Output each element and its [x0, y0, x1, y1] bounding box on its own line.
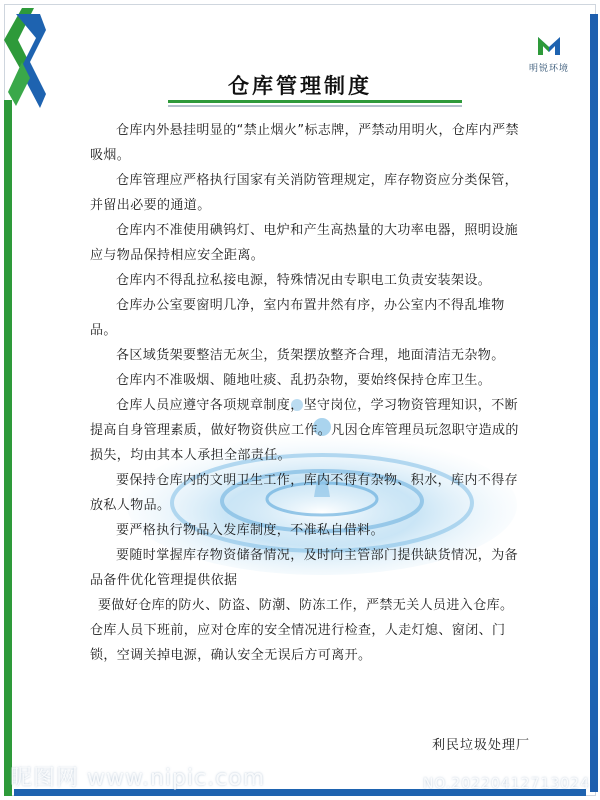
- regulation-paragraph: 要严格执行物品入发库制度，不准私自借料。: [116, 523, 385, 538]
- issuer-signature: 利民垃圾处理厂: [431, 738, 530, 753]
- watermark-site-text: 昵图网 www.nipic.com: [10, 766, 266, 791]
- regulation-paragraph: 各区域货架要整洁无灰尘，货架摆放整齐合理，地面清洁无杂物。: [116, 348, 505, 363]
- regulation-paragraph: 要做好仓库的防火、防盗、防潮、防冻工作，严禁无关人员进入仓库。: [98, 598, 514, 613]
- regulation-paragraph: 仓库管理应严格执行国家有关消防管理规定，库存物资应分类保管，并留出必要的通道。: [90, 173, 519, 213]
- page-title: 仓库管理制度: [228, 74, 372, 98]
- logo-caption: 明锐环境: [528, 64, 569, 74]
- regulation-paragraph: 仓库人员应遵守各项规章制度，坚守岗位，学习物资管理知识，不断提高自身管理素质，做好物资供应工作。凡因仓库管理员玩忽职守造成的损失，均由其本人承担全部责任。: [90, 398, 519, 463]
- title-underline: [168, 100, 462, 108]
- regulation-paragraph: 仓库内不准吸烟、随地吐痰、乱扔杂物，要始终保持仓库卫生。: [116, 373, 492, 388]
- regulation-paragraph: 要保持仓库内的文明卫生工作，库内不得有杂物、积水，库内不得存放私人物品。: [90, 473, 519, 513]
- regulation-paragraph: 仓库内外悬挂明显的“禁止烟火”标志牌，严禁动用明火，仓库内严禁吸烟。: [90, 123, 519, 163]
- regulation-body: [90, 118, 530, 668]
- regulation-paragraph: 仓库人员下班前，应对仓库的安全情况进行检查，人走灯熄、窗闭、门锁，空调关掉电源，确认安全无误后方可离开。: [90, 623, 506, 663]
- site-watermark: [10, 764, 590, 792]
- right-blue-bar: [590, 14, 598, 792]
- regulation-paragraph: 仓库办公室要窗明几净，室内布置井然有序，办公室内不得乱堆物品。: [90, 298, 505, 338]
- watermark-code-text: NO.20220412713024: [422, 776, 590, 792]
- left-corner-decoration: [0, 0, 64, 800]
- left-green-bar: [4, 100, 12, 796]
- company-logo: [524, 34, 574, 74]
- logo-m-mark-icon: [536, 34, 562, 56]
- regulation-paragraph: 仓库内不得乱拉私接电源，特殊情况由专职电工负责安装架设。: [116, 273, 492, 288]
- regulation-paragraph: 要随时掌握库存物资储备情况，及时向主管部门提供缺货情况，为备品备件优化管理提供依据: [90, 548, 519, 588]
- regulation-paragraph: 仓库内不准使用碘钨灯、电炉和产生高热量的大功率电器，照明设施应与物品保持相应安全距离。: [90, 223, 519, 263]
